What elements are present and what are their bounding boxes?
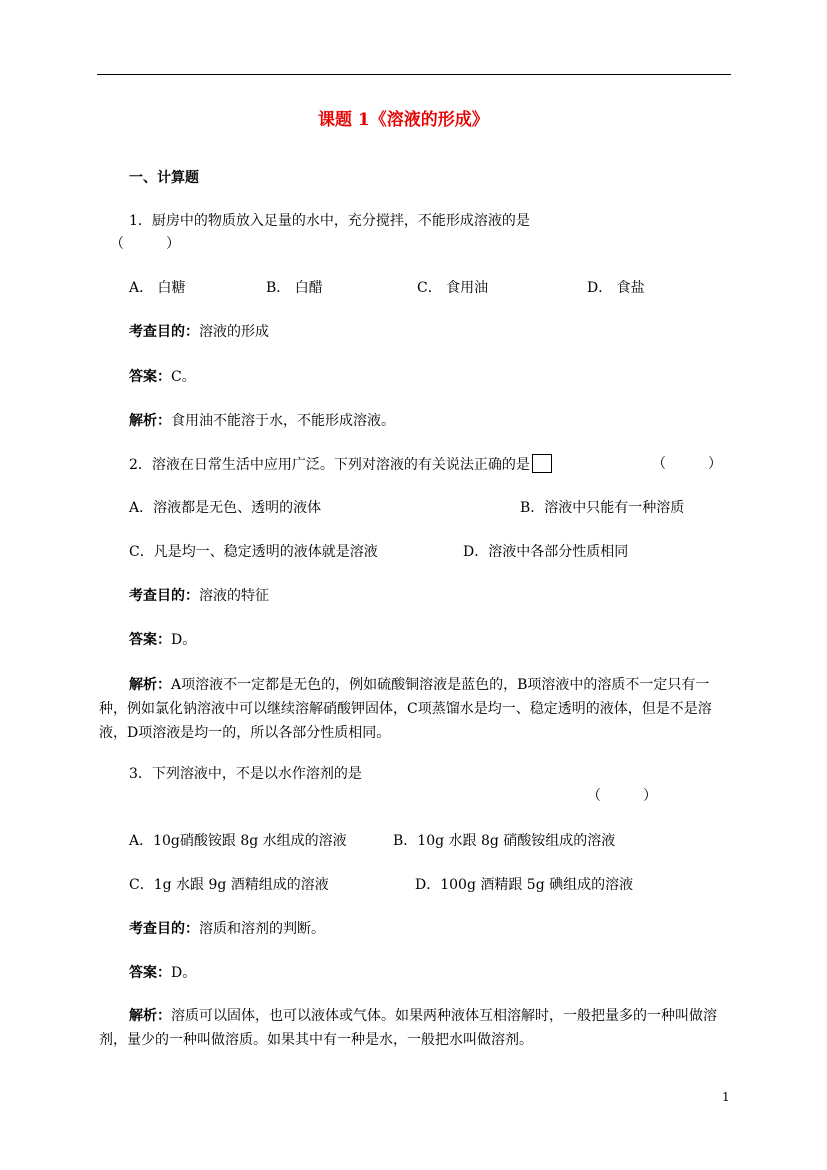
q1-option-b: B． 白醋 [266, 280, 323, 296]
purpose-label: 考查目的： [129, 324, 199, 340]
q3-stem: 3．下列溶液中，不是以水作溶剂的是 [129, 766, 362, 782]
page-title: 课题 1《溶液的形成》 [318, 110, 489, 130]
q2-option-d: D．溶液中各部分性质相同 [463, 544, 629, 560]
q3-option-c: C．1g 水跟 9g 酒精组成的溶液 [129, 877, 329, 893]
q2-analysis [99, 673, 727, 745]
section-heading: 一、计算题 [129, 170, 199, 186]
purpose-value: 溶质和溶剂的判断。 [199, 921, 325, 937]
q1-stem: 1．厨房中的物质放入足量的水中，充分搅拌，不能形成溶液的是 [129, 213, 530, 229]
q3-option-b: B．10g 水跟 8g 硝酸铵组成的溶液 [393, 833, 616, 849]
analysis-value: 食用油不能溶于水，不能形成溶液。 [171, 413, 395, 429]
answer-value: D。 [171, 632, 197, 648]
q3-paren: （ ） [587, 788, 657, 804]
q2-option-c: C．凡是均一、稳定透明的液体就是溶液 [129, 544, 378, 560]
q2-answer [129, 630, 196, 650]
q1-option-c: C． 食用油 [417, 280, 489, 296]
answer-label: 答案： [129, 369, 171, 385]
q1-purpose [129, 322, 269, 342]
q2-paren: （ ） [652, 456, 722, 472]
q2-option-b: B．溶液中只能有一种溶质 [520, 500, 685, 516]
analysis-value: 溶质可以固体，也可以液体或气体。如果两种液体互相溶解时，一般把量多的一种叫做溶剂，量少的一种叫做溶质。如果其中有一种是水，一般把水叫做溶剂。 [99, 1008, 717, 1048]
q1-analysis [129, 411, 395, 431]
purpose-value: 溶液的特征 [199, 588, 269, 604]
q2-option-a: A．溶液都是无色、透明的液体 [129, 500, 322, 516]
q1-paren: （ ） [110, 236, 180, 252]
answer-label: 答案： [129, 965, 171, 981]
analysis-value: A项溶液不一定都是无色的，例如硫酸铜溶液是蓝色的，B项溶液中的溶质不一定只有一种，例如氯化钠溶液中可以继续溶解硝酸钾固体，C项蒸馏水是均一、稳定透明的液体，但是不是溶液，D项溶液是均一的，所以各部分性质相同。 [99, 677, 712, 741]
q3-option-a: A．10g硝酸铵跟 8g 水组成的溶液 [129, 833, 347, 849]
q3-purpose [129, 919, 325, 939]
q3-option-d: D．100g 酒精跟 5g 碘组成的溶液 [415, 877, 634, 893]
q2-stem [129, 454, 552, 475]
analysis-label: 解析： [129, 677, 171, 693]
q1-option-a: A． 白糖 [129, 280, 186, 296]
answer-value: D。 [171, 965, 197, 981]
purpose-label: 考查目的： [129, 921, 199, 937]
purpose-label: 考查目的： [129, 588, 199, 604]
analysis-label: 解析： [129, 413, 171, 429]
answer-label: 答案： [129, 632, 171, 648]
q1-option-d: D． 食盐 [587, 280, 645, 296]
purpose-value: 溶液的形成 [199, 324, 269, 340]
q2-purpose [129, 586, 269, 606]
q3-analysis [99, 1004, 727, 1052]
page-number: 1 [722, 1090, 730, 1104]
answer-value: C。 [171, 369, 196, 385]
header-rule [97, 74, 731, 75]
q3-answer [129, 963, 196, 983]
answer-box [532, 454, 552, 473]
analysis-label: 解析： [129, 1008, 171, 1024]
q2-stem-text: 2．溶液在日常生活中应用广泛。下列对溶液的有关说法正确的是 [129, 457, 530, 473]
q1-answer [129, 367, 196, 387]
